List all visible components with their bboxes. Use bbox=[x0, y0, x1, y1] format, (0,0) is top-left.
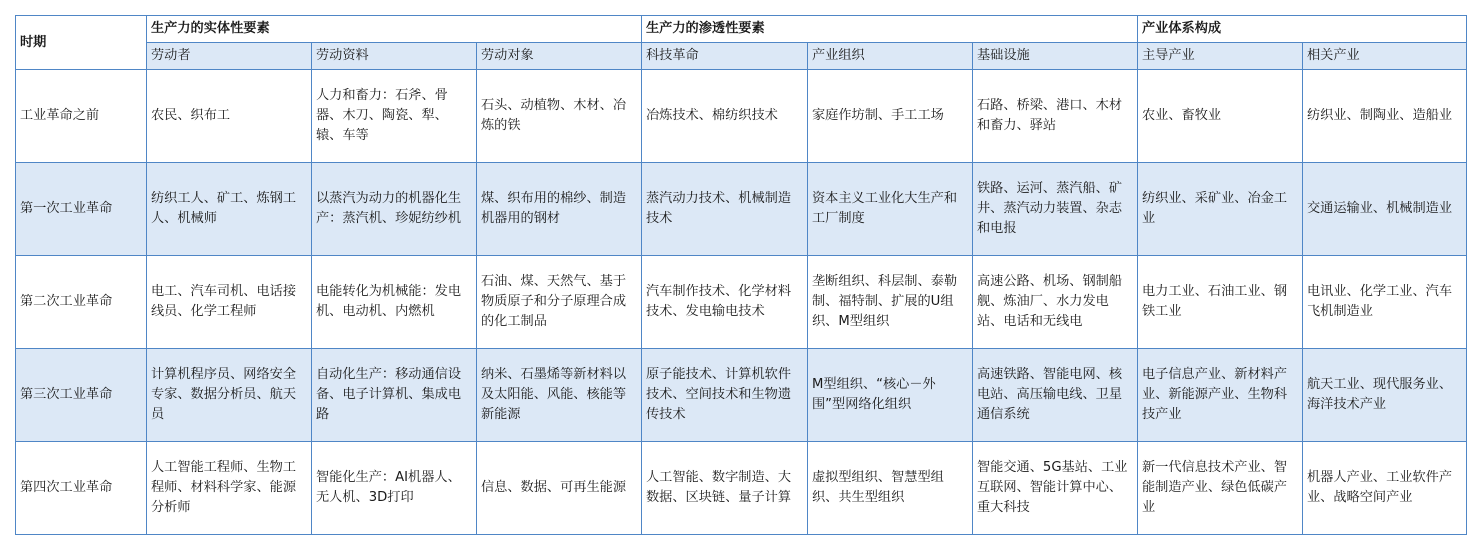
table-cell: 智能交通、5G基站、工业互联网、智能计算中心、重大科技 bbox=[973, 442, 1138, 535]
period-cell: 工业革命之前 bbox=[16, 70, 147, 163]
table-cell: 计算机程序员、网络安全专家、数据分析员、航天员 bbox=[147, 349, 312, 442]
period-cell: 第二次工业革命 bbox=[16, 256, 147, 349]
table-row bbox=[16, 70, 1467, 163]
table-cell: 煤、织布用的棉纱、制造机器用的钢材 bbox=[477, 163, 642, 256]
table-cell: 纳米、石墨烯等新材料以及太阳能、风能、核能等新能源 bbox=[477, 349, 642, 442]
table-cell: 冶炼技术、棉纺织技术 bbox=[642, 70, 808, 163]
table-cell: 自动化生产：移动通信设备、电子计算机、集成电路 bbox=[312, 349, 477, 442]
table-row bbox=[16, 163, 1467, 256]
table-cell: 石路、桥梁、港口、木材和畜力、驿站 bbox=[973, 70, 1138, 163]
column-header: 科技革命 bbox=[642, 43, 808, 70]
column-header: 劳动资料 bbox=[312, 43, 477, 70]
table-cell: 电能转化为机械能：发电机、电动机、内燃机 bbox=[312, 256, 477, 349]
industrial-revolution-table bbox=[15, 15, 1467, 535]
table-cell: 农民、织布工 bbox=[147, 70, 312, 163]
table-cell: 电力工业、石油工业、钢铁工业 bbox=[1138, 256, 1303, 349]
table-cell: 高速铁路、智能电网、核电站、高压输电线、卫星通信系统 bbox=[973, 349, 1138, 442]
column-header: 相关产业 bbox=[1303, 43, 1467, 70]
period-cell: 第三次工业革命 bbox=[16, 349, 147, 442]
column-header: 基础设施 bbox=[973, 43, 1138, 70]
table-cell: 纺织工人、矿工、炼钢工人、机械师 bbox=[147, 163, 312, 256]
group-header-penetration: 生产力的渗透性要素 bbox=[642, 16, 1138, 43]
table-cell: 家庭作坊制、手工工场 bbox=[808, 70, 973, 163]
table-cell: 铁路、运河、蒸汽船、矿井、蒸汽动力装置、杂志和电报 bbox=[973, 163, 1138, 256]
column-header: 劳动对象 bbox=[477, 43, 642, 70]
table-cell: 航天工业、现代服务业、海洋技术产业 bbox=[1303, 349, 1467, 442]
table-row bbox=[16, 256, 1467, 349]
table-cell: 人力和畜力：石斧、骨器、木刀、陶瓷、犁、辕、车等 bbox=[312, 70, 477, 163]
table-cell: 农业、畜牧业 bbox=[1138, 70, 1303, 163]
group-header-entity: 生产力的实体性要素 bbox=[147, 16, 642, 43]
column-header: 劳动者 bbox=[147, 43, 312, 70]
column-header: 产业组织 bbox=[808, 43, 973, 70]
table-cell: 纺织业、制陶业、造船业 bbox=[1303, 70, 1467, 163]
table-cell: 电子信息产业、新材料产业、新能源产业、生物科技产业 bbox=[1138, 349, 1303, 442]
table-cell: 蒸汽动力技术、机械制造技术 bbox=[642, 163, 808, 256]
table-cell: 交通运输业、机械制造业 bbox=[1303, 163, 1467, 256]
table-cell: 电工、汽车司机、电话接线员、化学工程师 bbox=[147, 256, 312, 349]
header-row-columns bbox=[16, 43, 1467, 70]
table-cell: 智能化生产：AI机器人、无人机、3D打印 bbox=[312, 442, 477, 535]
group-header-industry: 产业体系构成 bbox=[1138, 16, 1467, 43]
table-cell: 石头、动植物、木材、冶炼的铁 bbox=[477, 70, 642, 163]
period-cell: 第一次工业革命 bbox=[16, 163, 147, 256]
table-cell: 人工智能工程师、生物工程师、材料科学家、能源分析师 bbox=[147, 442, 312, 535]
period-cell: 第四次工业革命 bbox=[16, 442, 147, 535]
table-cell: 虚拟型组织、智慧型组织、共生型组织 bbox=[808, 442, 973, 535]
column-header: 主导产业 bbox=[1138, 43, 1303, 70]
table-cell: 纺织业、采矿业、冶金工业 bbox=[1138, 163, 1303, 256]
table-cell: 以蒸汽为动力的机器化生产：蒸汽机、珍妮纺纱机 bbox=[312, 163, 477, 256]
table-cell: 汽车制作技术、化学材料技术、发电输电技术 bbox=[642, 256, 808, 349]
table-cell: 人工智能、数字制造、大数据、区块链、量子计算 bbox=[642, 442, 808, 535]
table-cell: 垄断组织、科层制、泰勒制、福特制、扩展的U组织、M型组织 bbox=[808, 256, 973, 349]
table-row bbox=[16, 349, 1467, 442]
table-cell: 石油、煤、天然气、基于物质原子和分子原理合成的化工制品 bbox=[477, 256, 642, 349]
table-cell: 原子能技术、计算机软件技术、空间技术和生物遗传技术 bbox=[642, 349, 808, 442]
table-cell: 资本主义工业化大生产和工厂制度 bbox=[808, 163, 973, 256]
table-cell: 机器人产业、工业软件产业、战略空间产业 bbox=[1303, 442, 1467, 535]
table-cell: 高速公路、机场、钢制船舰、炼油厂、水力发电站、电话和无线电 bbox=[973, 256, 1138, 349]
table-row bbox=[16, 442, 1467, 535]
table-cell: 新一代信息技术产业、智能制造产业、绿色低碳产业 bbox=[1138, 442, 1303, 535]
table-cell: M型组织、“核心－外围”型网络化组织 bbox=[808, 349, 973, 442]
period-header: 时期 bbox=[16, 16, 147, 70]
table-cell: 电讯业、化学工业、汽车飞机制造业 bbox=[1303, 256, 1467, 349]
header-row-groups bbox=[16, 16, 1467, 43]
table-cell: 信息、数据、可再生能源 bbox=[477, 442, 642, 535]
